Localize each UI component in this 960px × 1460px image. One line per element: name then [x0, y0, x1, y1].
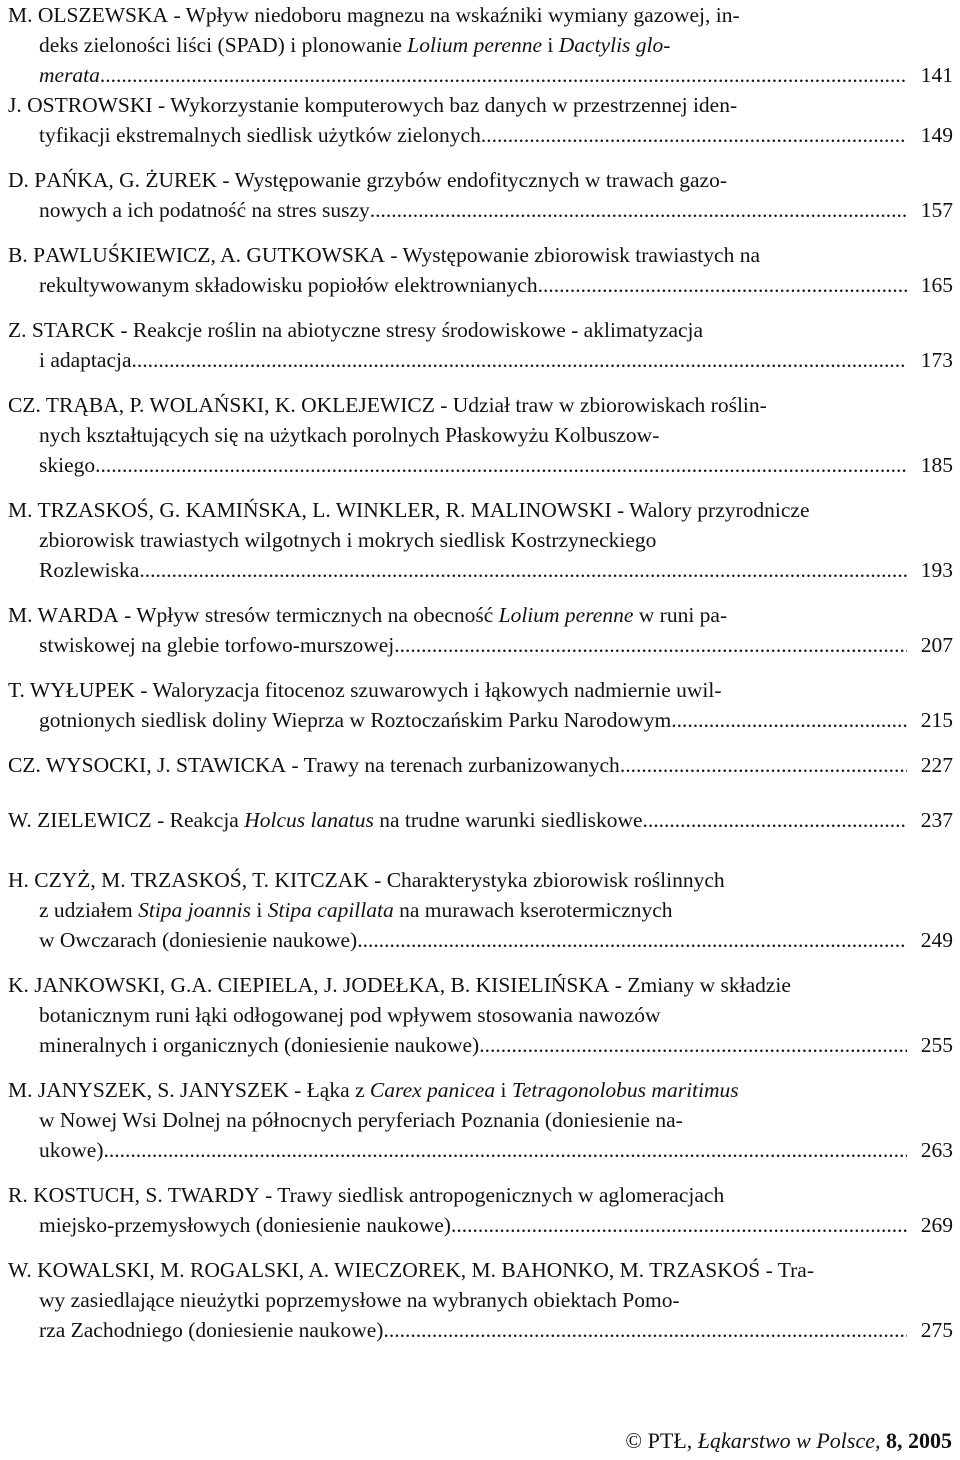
toc-entry-page-number: 193 — [920, 558, 953, 582]
footer — [625, 1428, 952, 1454]
toc-entry-last-line — [8, 450, 953, 480]
toc-entry — [8, 0, 953, 90]
toc-entry-line: J. OSTROWSKI - Wykorzystanie komputerowych baz danych w przestrzennej iden- — [8, 93, 738, 117]
toc-entry-text: mineralnych i organicznych (doniesienie naukowe) — [39, 1033, 480, 1057]
toc-entry-last-line — [8, 705, 953, 735]
toc-entry-text: gotnionych siedlisk doliny Wieprza w Roztoczańskim Parku Narodowym — [39, 708, 672, 732]
toc-entry-text: W. ZIELEWICZ - Reakcja Holcus lanatus na trudne warunki siedliskowe — [8, 808, 643, 832]
toc-entry-line: T. WYŁUPEK - Waloryzacja fitocenoz szuwarowych i łąkowych nadmiernie uwil- — [8, 678, 722, 702]
toc-entry-line: W. KOWALSKI, M. ROGALSKI, A. WIECZOREK, M. BAHONKO, M. TRZASKOŚ - Tra- — [8, 1258, 814, 1282]
toc-entry-text: tyfikacji ekstremalnych siedlisk użytków zielonych — [39, 123, 481, 147]
toc-entry-page-number: 249 — [920, 928, 953, 952]
toc-entry-last-line — [8, 1030, 953, 1060]
toc-entry — [8, 675, 953, 735]
toc-entry-line: zbiorowisk trawiastych wilgotnych i mokrych siedlisk Kostrzyneckiego — [39, 528, 657, 552]
dot-leader — [103, 1135, 907, 1165]
toc-entry — [8, 600, 953, 660]
toc-entry-line: H. CZYŻ, M. TRZASKOŚ, T. KITCZAK - Charakterystyka zbiorowisk roślinnych — [8, 868, 725, 892]
toc-entry-page-number: 157 — [920, 198, 953, 222]
toc-entry-last-line — [8, 345, 953, 375]
toc-entry-last-line — [8, 195, 953, 225]
toc-entry-page-number: 185 — [920, 453, 953, 477]
toc-entry-line: M. WARDA - Wpływ stresów termicznych na obecność Lolium perenne w runi pa- — [8, 603, 728, 627]
toc-entry-line: deks zieloności liści (SPAD) i plonowanie Lolium perenne i Dactylis glo- — [39, 33, 671, 57]
toc-entry-page-number: 207 — [920, 633, 953, 657]
dot-leader — [620, 750, 907, 780]
toc-entry-last-line — [8, 1135, 953, 1165]
toc-entry-line: CZ. TRĄBA, P. WOLAŃSKI, K. OKLEJEWICZ - Udział traw w zbiorowiskach roślin- — [8, 393, 767, 417]
toc-entry — [8, 805, 953, 835]
toc-entry — [8, 1075, 953, 1165]
toc-entry-text: Rozlewiska — [39, 558, 140, 582]
toc-entry-last-line — [8, 750, 953, 780]
toc-entry-last-line — [8, 555, 953, 585]
toc-entry — [8, 970, 953, 1060]
toc-entry-line: z udziałem Stipa joannis i Stipa capillata na murawach kserotermicznych — [39, 898, 673, 922]
toc-entry — [8, 750, 953, 780]
toc-entry-last-line — [8, 805, 953, 835]
toc-entry-last-line — [8, 925, 953, 955]
toc-entry-line: Z. STARCK - Reakcje roślin na abiotyczne stresy środowiskowe - aklimatyzacja — [8, 318, 704, 342]
toc-entry-line: B. PAWLUŚKIEWICZ, A. GUTKOWSKA - Występowanie zbiorowisk trawiastych na — [8, 243, 760, 267]
dot-leader — [394, 630, 907, 660]
toc-entry-page-number: 237 — [920, 808, 953, 832]
toc-entry-last-line — [8, 1315, 953, 1345]
toc-entry — [8, 1180, 953, 1240]
toc-entry-line: M. TRZASKOŚ, G. KAMIŃSKA, L. WINKLER, R. MALINOWSKI - Walory przyrodnicze — [8, 498, 810, 522]
toc-entry-page-number: 275 — [920, 1318, 953, 1342]
toc-entry-line: botanicznym runi łąki odłogowanej pod wpływem stosowania nawozów — [39, 1003, 661, 1027]
toc-entry — [8, 865, 953, 955]
toc-entry-line: M. JANYSZEK, S. JANYSZEK - Łąka z Carex panicea i Tetragonolobus maritimus — [8, 1078, 739, 1102]
toc-entry-text: skiego — [39, 453, 96, 477]
footer-publisher: PTŁ, — [647, 1428, 698, 1453]
toc-entry-text: w Owczarach (doniesienie naukowe) — [39, 928, 358, 952]
toc-entry-line: w Nowej Wsi Dolnej na północnych peryferiach Poznania (doniesienie na- — [39, 1108, 683, 1132]
toc-entry-line: D. PAŃKA, G. ŻUREK - Występowanie grzybów endofitycznych w trawach gazo- — [8, 168, 727, 192]
toc-entry — [8, 390, 953, 480]
toc-entry-last-line — [8, 120, 953, 150]
copyright-icon: © — [625, 1428, 643, 1453]
dot-leader — [481, 120, 907, 150]
toc-entry — [8, 90, 953, 150]
toc-entry-line: nych kształtujących się na użytkach porolnych Płaskowyżu Kolbuszow- — [39, 423, 660, 447]
toc-entry-last-line — [8, 60, 953, 90]
toc-entry-page-number: 215 — [920, 708, 953, 732]
toc-entry-text: nowych a ich podatność na stres suszy — [39, 198, 370, 222]
dot-leader — [479, 1030, 907, 1060]
footer-volume-year: 8, 2005 — [886, 1428, 952, 1453]
toc-entry — [8, 315, 953, 375]
toc-entry-text: CZ. WYSOCKI, J. STAWICKA - Trawy na terenach zurbanizowanych — [8, 753, 620, 777]
toc-entry-text: ukowe) — [39, 1138, 104, 1162]
toc-entry — [8, 495, 953, 585]
toc-entry-page-number: 255 — [920, 1033, 953, 1057]
toc-entry-text: rekultywowanym składowisku popiołów elektrownianych — [39, 273, 538, 297]
toc-entry-page-number: 165 — [920, 273, 953, 297]
dot-leader — [95, 450, 907, 480]
toc-entry-last-line — [8, 270, 953, 300]
toc-entry-last-line — [8, 630, 953, 660]
toc-entry — [8, 165, 953, 225]
toc-entry-line: M. OLSZEWSKA - Wpływ niedoboru magnezu na wskaźniki wymiany gazowej, in- — [8, 3, 740, 27]
toc-entry-text: miejsko-przemysłowych (doniesienie naukowe) — [39, 1213, 451, 1237]
dot-leader — [139, 555, 907, 585]
toc-entry — [8, 1255, 953, 1345]
dot-leader — [132, 345, 907, 375]
toc-entry-text: rza Zachodniego (doniesienie naukowe) — [39, 1318, 384, 1342]
toc-entry-line: wy zasiedlające nieużytki poprzemysłowe na wybranych obiektach Pomo- — [39, 1288, 680, 1312]
toc-entry-text: stwiskowej na glebie torfowo-murszowej — [39, 633, 395, 657]
dot-leader — [538, 270, 907, 300]
toc-entry-page-number: 149 — [920, 123, 953, 147]
toc-entry-page-number: 269 — [920, 1213, 953, 1237]
dot-leader — [100, 60, 907, 90]
toc-entry-line: R. KOSTUCH, S. TWARDY - Trawy siedlisk antropogenicznych w aglomeracjach — [8, 1183, 725, 1207]
dot-leader — [451, 1210, 907, 1240]
dot-leader — [370, 195, 907, 225]
toc-entry-page-number: 141 — [920, 63, 953, 87]
toc-entry-last-line — [8, 1210, 953, 1240]
footer-journal: Łąkarstwo w Polsce, — [697, 1428, 881, 1453]
toc-entry-text: i adaptacja — [39, 348, 132, 372]
toc-entry-page-number: 173 — [920, 348, 953, 372]
dot-leader — [383, 1315, 907, 1345]
toc-entry-text: merata — [39, 63, 100, 87]
toc-entry — [8, 240, 953, 300]
toc-entry-page-number: 263 — [920, 1138, 953, 1162]
dot-leader — [671, 705, 907, 735]
dot-leader — [357, 925, 907, 955]
toc-entry-page-number: 227 — [920, 753, 953, 777]
toc-entry-line: K. JANKOWSKI, G.A. CIEPIELA, J. JODEŁKA, B. KISIELIŃSKA - Zmiany w składzie — [8, 973, 791, 997]
dot-leader — [643, 805, 907, 835]
